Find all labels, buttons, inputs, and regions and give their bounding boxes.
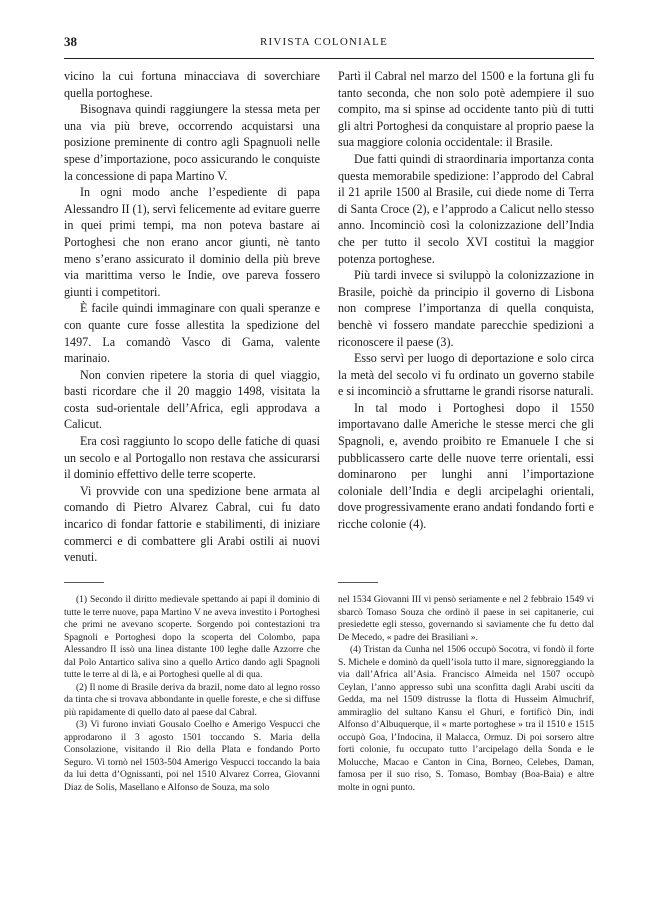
paragraph: Vi provvide con una spedizione bene armata al comando di Pietro Alvarez Cabral, cui fu dato incarico di fondar fattorie e stabilimenti, di iniziare commerci e di combattere gli Arabi ostili ai nuovi venuti. <box>64 483 320 565</box>
footnote: nel 1534 Giovanni III vi pensò seriamente e nel 2 febbraio 1549 vi sbarcò Tomaso Souza che ordinò il paese in sei capitanerie, cui presiedette egli stesso, governando sì saviamente che fu detto dal De Mecedo, « padre dei Brasiliani ». <box>338 595 594 643</box>
footnote: (3) Vi furono inviati Gousalo Coelho e Amerigo Vespucci che approdarono il 3 agosto 1501 toccando S. Maria della Consolazione, visitando il Rio della Plata e fondando Porto Seguro. Vi tornò nel 1503-504 Amerigo Vespucci toccando la baia da lui detta d’Ognissanti, poi nel 1510 Alvarez Correa, Giovanni Diaz de Solis, Masellano e Alfonso de Souza, ma solo <box>64 720 320 793</box>
page-number: 38 <box>64 34 77 49</box>
paragraph: In ogni modo anche l’espediente di papa Alessandro II (1), servì felicemente ad evitare guerre in quei primi tempi, ma non poteva bastare ai Portoghesi che non erano ancor giunti, nè tanto meno s’erano assicurato il dominio della più breve via marittima verso le Indie, ove pareva fossero giunti i competitori. <box>64 185 320 299</box>
paragraph: Era così raggiunto lo scopo delle fatiche di quasi un secolo e al Portogallo non restava che assicurarsi il dominio effettivo delle terre scoperte. <box>64 434 320 482</box>
footnote: (1) Secondo il diritto medievale spettando ai papi il dominio di tutte le terre nuove, papa Martino V ne aveva investito i Portoghesi che primi ne avevano scoperte. Sorgendo poi contestazioni tra Spagnoli e Portoghesi dopo la scoperta del Colombo, papa Alessandro II issò una linea distante 100 leghe dalle Azzorre che dal Polo Antartico saliva sino a quello Artico dando agli Spagnoli tutte le terre al di là, e ai Portoghesi quelle al di qua. <box>64 595 320 680</box>
running-title: RIVISTA COLONIALE <box>260 36 388 48</box>
paragraph: In tal modo i Portoghesi dopo il 1550 importavano dalle Americhe le stesse merci che gli Spagnoli, e, avendo proibito re Emanuele I che si pubblicassero carte delle nuove terre orientali, essi dominarono per lunghi anni l’importazione coloniale dell’India e degli arcipelaghi orientali, dove progressivamente erano andati fondando forti e ricche colonie (4). <box>338 400 594 532</box>
footnote: (2) Il nome di Brasile deriva da brazil, nome dato al legno rosso da tinta che si trovava abbondante in quelle foreste, e che si diffuse più rapidamente di quello dato al paese dal Cabral. <box>64 682 320 718</box>
body-column-left <box>64 68 320 566</box>
paragraph: Più tardi invece si sviluppò la colonizzazione in Brasile, poichè da principio il governo di Lisbona non comprese l’importanza di quella conquista, benchè vi fossero mandate parecchie spedizioni a riconoscere il paese (3). <box>338 268 594 349</box>
paragraph: Non convien ripetere la storia di quel viaggio, basti ricordare che il 20 maggio 1498, visitata la costa sud-orientale dell’Africa, egli approdava a Calicut. <box>64 367 320 432</box>
paragraph: Bisognava quindi raggiungere la stessa meta per una via più breve, occorrendo acquistarsi una posizione preminente di contro agli Spagnuoli nelle spese d’importazione, poco assicurando le conquiste la concessione di papa Martino V. <box>64 102 320 183</box>
footnote: (4) Tristan da Cunha nel 1506 occupò Socotra, vi fondò il forte S. Michele e dominò da quell’isola tutto il mare, signoreggiando la via dall’Africa all’Asia. Francisco Almeida nel 1507 occupò Ceylan, l’anno appresso subì una sconfitta dagli Arabi usciti da Gedda, ma nel 1509 distrusse la flotta di Husseim Almuchrif, ammiraglio del sultano Kansu el Ghuri, e fortificò Din, indi Alfonso d’Albuquerque, il « marte portoghese » tra il 1510 e 1515 occupò Goa, l’Indocina, il Malacca, Ormuz. Di poi sorsero altre forti colonie, fu occupato tutto l’arcipelago della Sonda e le Molucche, Macao e Canton in Cina, Borneo, Celebes, Daman, famosa per il suo riso, S. Tomaso, Bombay (Boa-Baia) e altre molte in ogni punto. <box>338 645 594 793</box>
paragraph: Partì il Cabral nel marzo del 1500 e la fortuna gli fu tanto seconda, che non solo potè adempiere il suo compito, ma si spinse ad occidente tanto più di tutti gli altri Portoghesi da conquistare al proprio paese la sua maggiore colonia occidentale: il Brasile. <box>338 69 594 150</box>
paragraph: Due fatti quindi di straordinaria importanza conta questa memorabile spedizione: l’approdo del Cabral il 21 aprile 1500 al Brasile, cui diede nome di Terra di Santa Croce (2), e l’approdo a Calicut nello stesso anno. Incominciò così la colonizzazione dell’India che per tutto il secolo XVI costituì la maggior potenza portoghese. <box>338 151 594 266</box>
footnote-separator <box>64 582 104 583</box>
paragraph: È facile quindi immaginare con quali speranze e con quante cure fosse allestita la spedizione del 1497. La comandò Vasco di Gama, valente marinaio. <box>64 301 320 366</box>
paragraph: vicino la cui fortuna minacciava di soverchiare quella portoghese. <box>64 69 320 100</box>
header-rule <box>64 58 594 59</box>
footnotes-column-right <box>338 594 594 794</box>
body-column-right <box>338 68 594 533</box>
footnote-separator <box>338 582 378 583</box>
paragraph: Esso servì per luogo di deportazione e solo circa la metà del secolo vi fu ordinato un governo stabile e si incominciò a sfruttarne le grandi risorse naturali. <box>338 351 594 399</box>
footnotes-column-left <box>64 594 320 794</box>
